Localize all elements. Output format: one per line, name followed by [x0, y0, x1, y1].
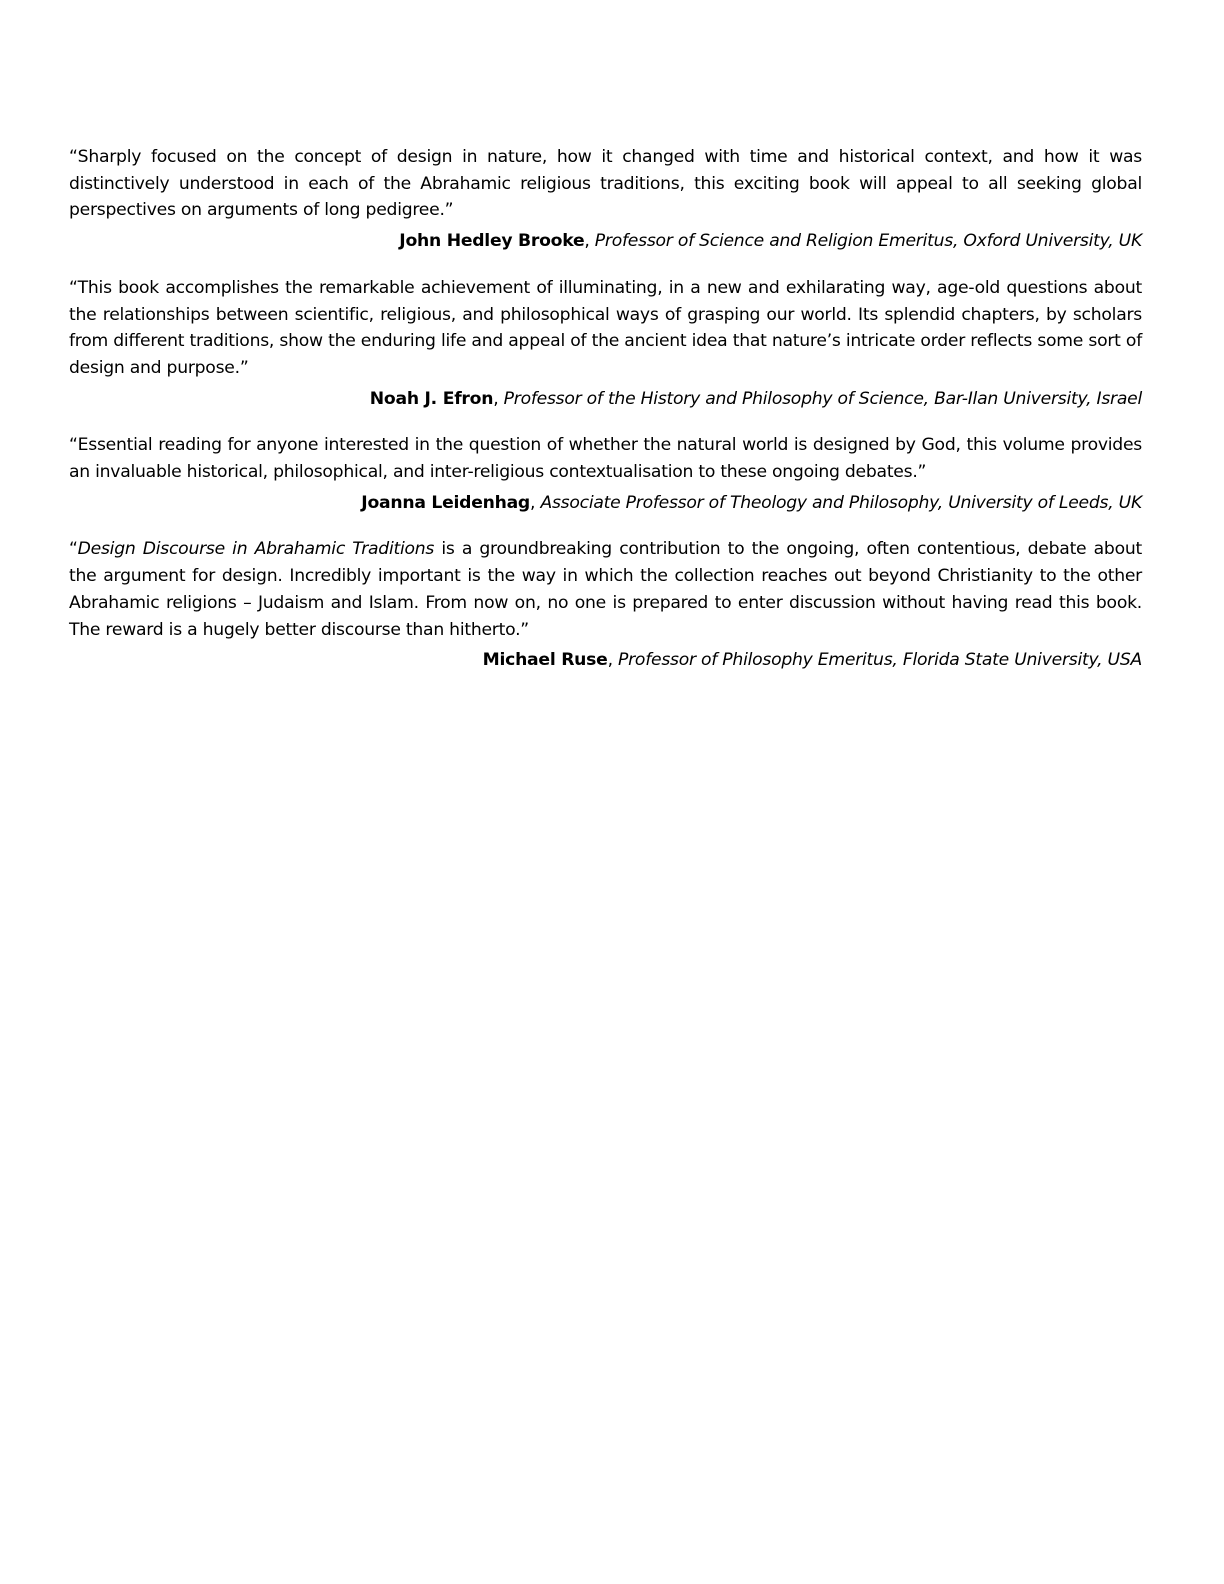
endorsement-quote: [69, 536, 1142, 643]
endorser-role: Professor of Philosophy Emeritus, Florida State University, USA: [618, 650, 1142, 671]
endorser-name: Michael Ruse: [482, 650, 608, 671]
endorsement-quote: “Essential reading for anyone interested in the question of whether the natural world is designed by God, this volume provides an invaluable historical, philosophical, and inter-religious contextualisation to these ongoing debates.”: [69, 435, 1142, 483]
attribution-separator: ,: [584, 231, 595, 252]
book-title: Design Discourse in Abrahamic Traditions: [77, 539, 435, 560]
endorsement-attribution: [69, 386, 1142, 413]
endorser-role: Professor of the History and Philosophy of Science, Bar-Ilan University, Israel: [503, 388, 1142, 409]
endorsement-attribution: [69, 228, 1142, 255]
endorsement-3: [69, 432, 1142, 516]
endorsement-4: [69, 536, 1142, 674]
endorsement-attribution: [69, 647, 1142, 674]
endorser-role: Professor of Science and Religion Emeritus, Oxford University, UK: [594, 231, 1142, 252]
endorsements-list: [69, 144, 1142, 694]
endorsement-1: [69, 144, 1142, 255]
endorsement-attribution: [69, 490, 1142, 517]
endorsement-quote: “Sharply focused on the concept of design in nature, how it changed with time and historical context, and how it was distinctively understood in each of the Abrahamic religious traditions, this exciting book will appeal to all seeking global perspectives on arguments of long pedigree.”: [69, 147, 1142, 221]
attribution-separator: ,: [530, 492, 541, 513]
endorser-name: Joanna Leidenhag: [361, 492, 530, 513]
attribution-separator: ,: [493, 388, 504, 409]
quote-open-mark: “: [69, 539, 78, 560]
endorser-name: Noah J. Efron: [369, 388, 494, 409]
quote-text: is a groundbreaking contribution to the ongoing, often contentious, debate about the argument for design. Incredibly important is the way in which the collection reaches out beyond Christianity to the other Abrahamic religions – Judaism and Islam. From now on, no one is prepared to enter discussion without having read this book. The reward is a hugely better discourse than hitherto.”: [69, 539, 1142, 640]
attribution-separator: ,: [607, 650, 618, 671]
endorsement-2: [69, 275, 1142, 413]
endorsement-quote: “This book accomplishes the remarkable achievement of illuminating, in a new and exhilarating way, age-old questions about the relationships between scientific, religious, and philosophical ways of grasping our world. Its splendid chapters, by scholars from different traditions, show the enduring life and appeal of the ancient idea that nature’s intricate order reflects some sort of design and purpose.”: [69, 277, 1142, 378]
endorser-role: Associate Professor of Theology and Philosophy, University of Leeds, UK: [540, 492, 1142, 513]
endorser-name: John Hedley Brooke: [399, 231, 585, 252]
